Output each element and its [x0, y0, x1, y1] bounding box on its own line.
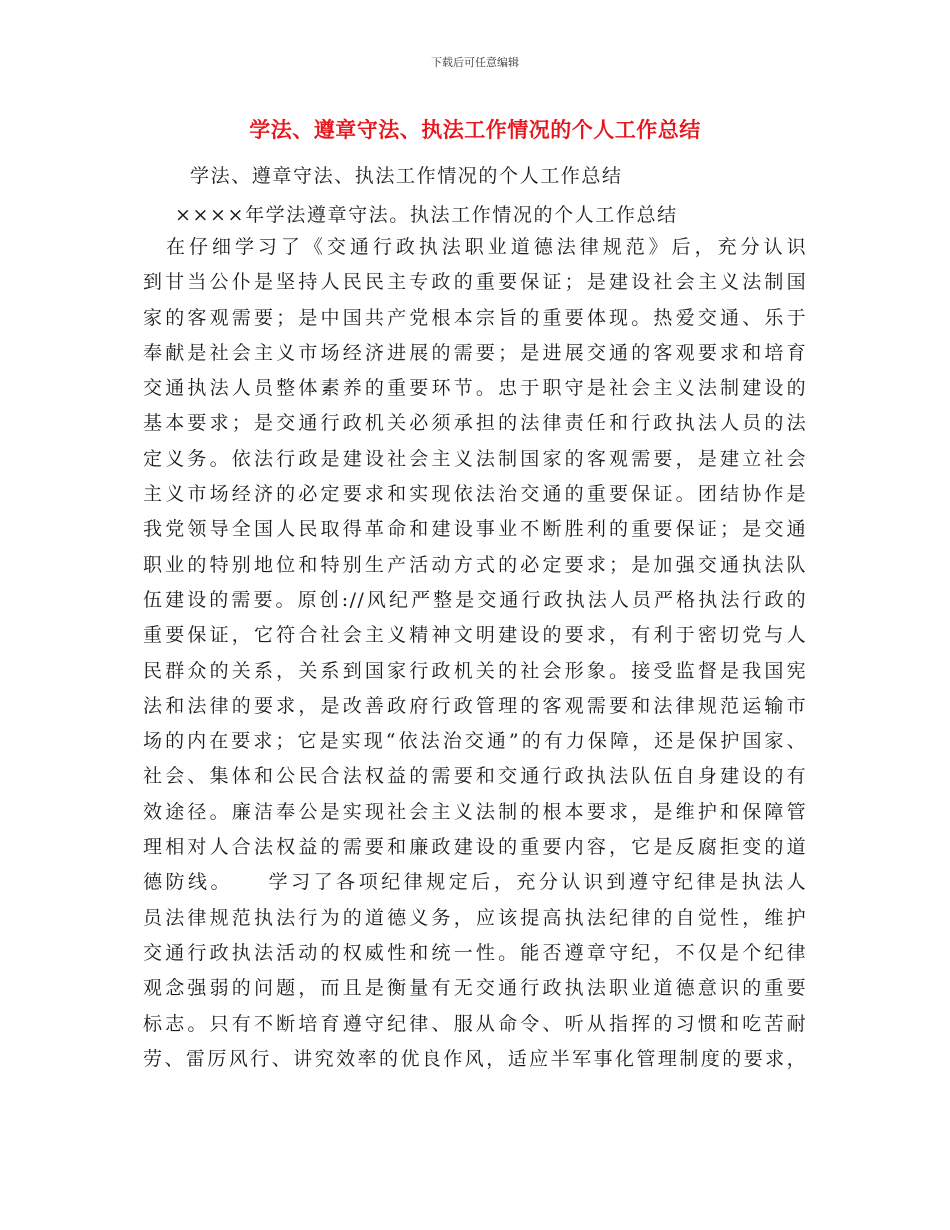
- page-header-note: 下载后可任意编辑: [431, 56, 519, 69]
- body-line: 民群众的关系，关系到国家行政机关的社会形象。接受监督是我国宪: [143, 659, 807, 682]
- body-line: 主义市场经济的必定要求和实现依法治交通的重要保证。团结协作是: [143, 483, 807, 506]
- body-line: 社会、集体和公民合法权益的需要和交通行政执法队伍自身建设的有: [143, 765, 807, 788]
- body-line: 到甘当公仆是坚持人民民主专政的重要保证；是建设社会主义法制国: [143, 271, 807, 294]
- body-line: 重要保证，它符合社会主义精神文明建设的要求，有利于密切党与人: [143, 624, 807, 647]
- body-line: 理相对人合法权益的需要和廉政建设的重要内容，它是反腐拒变的道: [143, 836, 807, 859]
- body-line: 劳、雷厉风行、讲究效率的优良作风，适应半军事化管理制度的要求，: [143, 1047, 807, 1070]
- document-subtitle: 学法、遵章守法、执法工作情况的个人工作总结: [190, 165, 623, 187]
- body-line: 效途径。廉洁奉公是实现社会主义法制的根本要求，是维护和保障管: [143, 800, 807, 823]
- body-line: 奉献是社会主义市场经济进展的需要；是进展交通的客观要求和培育: [143, 341, 807, 364]
- body-line: 定义务。依法行政是建设社会主义法制国家的客观需要，是建立社会: [143, 447, 807, 470]
- body-line: 法和法律的要求，是改善政府行政管理的客观需要和法律规范运输市: [143, 694, 807, 717]
- body-line: 德防线。 学习了各项纪律规定后，充分认识到遵守纪律是执法人: [143, 871, 807, 894]
- body-line: 交通执法人员整体素养的重要环节。忠于职守是社会主义法制建设的: [143, 377, 807, 400]
- body-line: 观念强弱的问题，而且是衡量有无交通行政执法职业道德意识的重要: [143, 977, 807, 1000]
- body-line: 基本要求；是交通行政机关必须承担的法律责任和行政执法人员的法: [143, 412, 807, 435]
- body-line: 在仔细学习了《交通行政执法职业道德法律规范》后，充分认识: [143, 236, 807, 258]
- document-body: [143, 230, 807, 1077]
- document-subtitle-year: ××××年学法遵章守法。执法工作情况的个人工作总结: [175, 204, 678, 226]
- body-line: 标志。只有不断培育遵守纪律、服从命令、听从指挥的习惯和吃苦耐: [143, 1012, 807, 1035]
- body-line: 我党领导全国人民取得革命和建设事业不断胜利的重要保证；是交通: [143, 518, 807, 541]
- body-line: 员法律规范执法行为的道德义务，应该提高执法纪律的自觉性，维护: [143, 906, 807, 929]
- body-line: 交通行政执法活动的权威性和统一性。能否遵章守纪，不仅是个纪律: [143, 941, 807, 964]
- body-line: 伍建设的需要。原创://风纪严整是交通行政执法人员严格执法行政的: [143, 588, 807, 611]
- body-line: 职业的特别地位和特别生产活动方式的必定要求；是加强交通执法队: [143, 553, 807, 576]
- document-title: 学法、遵章守法、执法工作情况的个人工作总结: [249, 117, 701, 142]
- body-line: 家的客观需要；是中国共产党根本宗旨的重要体现。热爱交通、乐于: [143, 306, 807, 329]
- body-line: 场的内在要求；它是实现“依法治交通”的有力保障，还是保护国家、: [143, 730, 807, 753]
